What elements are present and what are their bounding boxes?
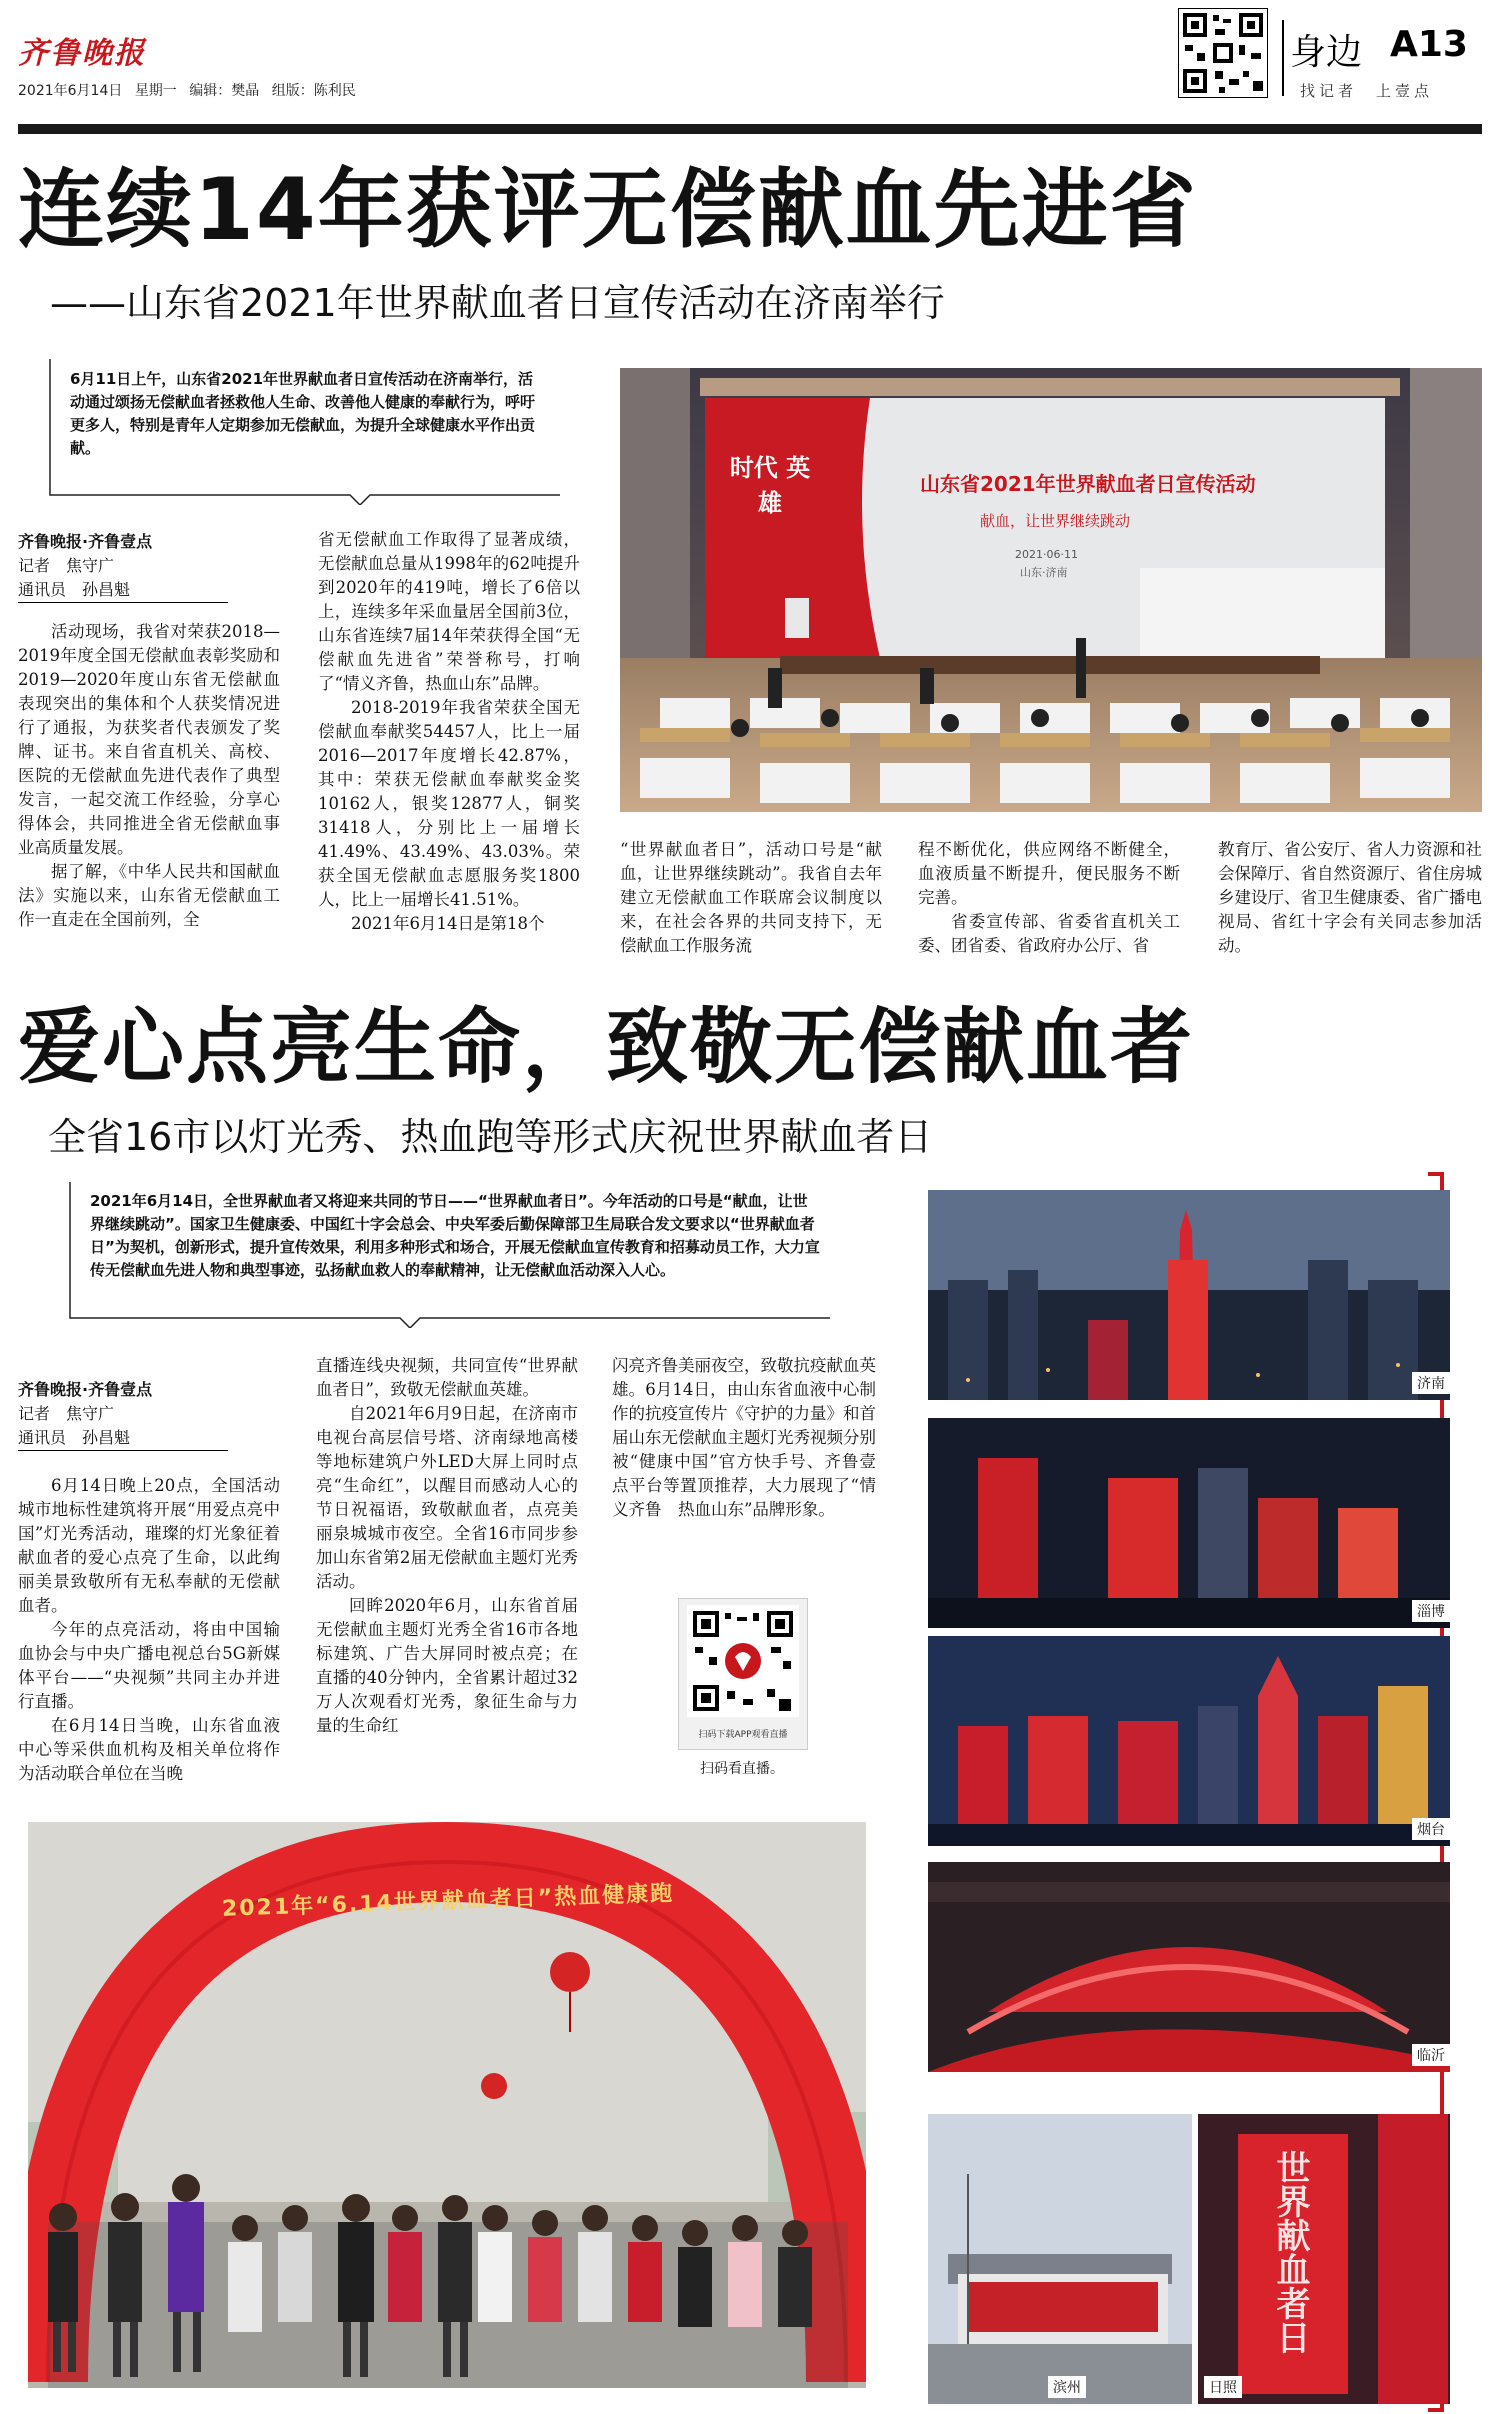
story1-col3-para1: “世界献血者日”，活动口号是“献血，让世界继续跳动”。我省自去年建立无偿献血工作联席会议制度以来，在社会各界的共同支持下，无偿献血工作服务流 (620, 840, 882, 955)
caption-linyi: 临沂 (1412, 2044, 1450, 2066)
story1-col4-para1: 程不断优化，供应网络不断健全，血液质量不断提升，便民服务不断完善。 (918, 840, 1180, 907)
story2-column-1 (18, 1474, 280, 1786)
story1-subheadline: ——山东省2021年世界献血者日宣传活动在济南举行 (50, 281, 945, 325)
story2-column-2 (316, 1354, 578, 1738)
byline-reporter: 记者 焦守广 (18, 556, 115, 575)
story1-headline: 连续14年获评无偿献血先进省 (18, 160, 1198, 260)
story1-column-4 (918, 838, 1180, 958)
qr-caption: 扫码看直播。 (700, 1761, 784, 1777)
story1-column-1 (18, 620, 280, 932)
byline-correspondent: 通讯员 孙昌魁 (18, 578, 228, 603)
story2-byline (18, 1378, 298, 1451)
page-number: A13 (1390, 24, 1468, 65)
story2-column-3 (612, 1354, 876, 1522)
story2-col1-para2: 今年的点亮活动，将由中国输血协会与中央广播电视总台5G新媒体平台——“央视频”共同主办并进行直播。 (18, 1620, 280, 1711)
story1-col2-para2: 2018-2019年我省荣获全国无偿献血奉献奖54457人，比上一届2016—2017年度增长42.87%，其中：荣获无偿献血奉献奖金奖10162人，银奖12877人，铜奖31418人，分别比上一届增长41.49%、43.49%、43.03%。荣获全国无偿献血志愿服务奖1800人，比上一届增长41.51%。 (318, 698, 580, 909)
story1-col2-para1: 省无偿献血工作取得了显著成绩，无偿献血总量从1998年的62吨提升到2020年的419吨，增长了6倍以上，连续多年采血量居全国前3位，山东省连续7届14年荣获得全国“无偿献血先进省”荣誉称号，打响了“情义齐鲁，热血山东”品牌。 (318, 530, 580, 693)
story2-col3-para1: 闪亮齐鲁美丽夜空，致敬抗疫献血英雄。6月14日，由山东省血液中心制作的抗疫宣传片《守护的力量》和首届山东无偿献血主题灯光秀视频分别被“健康中国”官方快手号、齐鲁壹点平台等置顶推荐，大力展现了“情义齐鲁 热血山东”品牌形象。 (612, 1356, 876, 1519)
jinan-photo (928, 1190, 1450, 1400)
caption-jinan: 济南 (1412, 1372, 1450, 1394)
banner-title: 山东省2021年世界献血者日宣传活动 (920, 472, 1256, 496)
story2-col2-para1: 直播连线央视频，共同宣传“世界献血者日”，致敬无偿献血英雄。 (316, 1356, 578, 1399)
weekday: 星期一 (134, 83, 177, 99)
story2-col1-para1: 6月14日晚上20点，全国活动城市地标性建筑将开展“用爱点亮中国”灯光秀活动，璀璨的灯光象征着献血者的爱心点亮了生命，以此绚丽美景致敬所有无私奉献的无偿献血者。 (18, 1476, 280, 1615)
story1-lead-text: 6月11日上午，山东省2021年世界献血者日宣传活动在济南举行，活动通过颂扬无偿献血者拯救他人生命、改善他人健康的奉献行为，呼吁更多人，特别是青年人定期参加无偿献血，为提升全球健康水平作出贡献。 (70, 370, 536, 457)
lead2-callout-frame (60, 1178, 840, 1328)
byline-outlet: 齐鲁晚报·齐鲁壹点 (18, 532, 153, 551)
runners-crowd (38, 2042, 856, 2388)
masthead-divider (1282, 20, 1284, 96)
rizhao-building-text: 世界献血者日 (1270, 2150, 1310, 2354)
story2-col2-para2: 自2021年6月9日起，在济南市电视台高层信号塔、济南绿地高楼等地标建筑户外LED大屏上同时点亮“生命红”，以醒目而感动人心的节日祝福语，致敬献血者，点亮美丽泉城城市夜空。全省16市同步参加山东省第2届无偿献血主题灯光秀活动。 (316, 1404, 578, 1591)
caption-binzhou: 滨州 (1048, 2376, 1086, 2398)
byline2-reporter: 记者 焦守广 (18, 1404, 115, 1423)
heat-run-photo (28, 1822, 866, 2388)
red-bracket-cap-bottom (1428, 2408, 1444, 2412)
conference-photo (620, 368, 1482, 812)
layout-editor: 组版：陈利民 (271, 83, 356, 99)
byline2-outlet: 齐鲁晚报·齐鲁壹点 (18, 1380, 153, 1399)
qr-code-top[interactable] (1178, 8, 1268, 98)
banner-date: 2021·06·11 (1015, 548, 1078, 561)
story1-col2-para3: 2021年6月14日是第18个 (351, 914, 545, 933)
story1-col1-para2: 据了解，《中华人民共和国献血法》实施以来，山东省无偿献血工作一直走在全国前列，全 (18, 862, 280, 929)
editor: 编辑：樊晶 (189, 83, 260, 99)
linyi-photo (928, 1862, 1450, 2072)
arch-banner-text: 2021年“6.14世界献血者日”热血健康跑 (221, 1881, 675, 1922)
banner-logo: 时代 英雄 (729, 454, 811, 517)
date: 2021年6月14日 (18, 83, 123, 99)
story2-subheadline: 全省16市以灯光秀、热血跑等形式庆祝世界献血者日 (48, 1115, 933, 1159)
red-bracket-cap-top (1428, 1172, 1444, 1176)
masthead-logo: 齐鲁晚报 (18, 36, 146, 71)
story2-lead-text: 2021年6月14日，全世界献血者又将迎来共同的节日——“世界献血者日”。今年活动的口号是“献血，让世界继续跳动”。国家卫生健康委、中国红十字会总会、中央军委后勤保障部卫生局联合发文要求以“世界献血者日”为契机，创新形式，提升宣传效果，利用多种形式和场合，开展无偿献血宣传教育和招募动员工作，大力宣传无偿献血先进人物和典型事迹，弘扬献血救人的奉献精神，让无偿献血活动深入人心。 (90, 1192, 820, 1279)
rizhao-photo (1198, 2114, 1450, 2404)
story2-col1-para3: 在6月14日当晚，山东省血液中心等采供血机构及相关单位将作为活动联合单位在当晚 (18, 1716, 280, 1783)
lead-callout-frame (40, 355, 570, 505)
section-name: 身边 (1290, 32, 1363, 73)
top-rule (18, 124, 1482, 134)
caption-rizhao: 日照 (1204, 2376, 1242, 2398)
caption-zibo: 淄博 (1412, 1600, 1450, 1622)
story2-col2-para3: 回眸2020年6月，山东省首届无偿献血主题灯光秀全省16市各地标建筑、广告大屏同时被点亮；在直播的40分钟内，全省累计超过32万人次观看灯光秀，象征生命与力量的生命红 (316, 1596, 578, 1735)
story1-byline (18, 530, 298, 603)
yantai-photo (928, 1636, 1450, 1846)
section-tagline: 找记者 上壹点 (1300, 82, 1434, 100)
byline2-correspondent: 通讯员 孙昌魁 (18, 1426, 228, 1451)
binzhou-photo (928, 2114, 1192, 2404)
zibo-photo (928, 1418, 1450, 1628)
qr-small-caption: 扫码下载APP观看直播 (698, 1730, 788, 1740)
story1-col4-para2: 省委宣传部、省委省直机关工委、团省委、省政府办公厅、省 (918, 912, 1180, 955)
livestream-qr-card[interactable] (678, 1598, 808, 1750)
story1-column-2 (318, 528, 580, 936)
story1-column-3 (620, 838, 882, 958)
story1-col1-para1: 活动现场，我省对荣获2018—2019年度全国无偿献血表彰奖励和2019—2020年度山东省无偿献血表现突出的集体和个人获奖情况进行了通报，为获奖者代表颁发了奖牌、证书。来自省直机关、高校、医院的无偿献血先进代表作了典型发言，一起交流工作经验，分享心得体会，共同推进全省无偿献血事业高质量发展。 (18, 622, 280, 857)
story2-headline: 爱心点亮生命，致敬无偿献血者 (18, 1000, 1195, 1095)
dateline (18, 80, 356, 100)
banner-place: 山东·济南 (1020, 566, 1068, 579)
caption-yantai: 烟台 (1412, 1818, 1450, 1840)
banner-slogan: 献血，让世界继续跳动 (980, 512, 1131, 530)
story1-col5-para1: 教育厅、省公安厅、省人力资源和社会保障厅、省自然资源厅、省住房城乡建设厅、省卫生健康委、省广播电视局、省红十字会有关同志参加活动。 (1218, 840, 1482, 955)
story1-column-5 (1218, 838, 1482, 958)
